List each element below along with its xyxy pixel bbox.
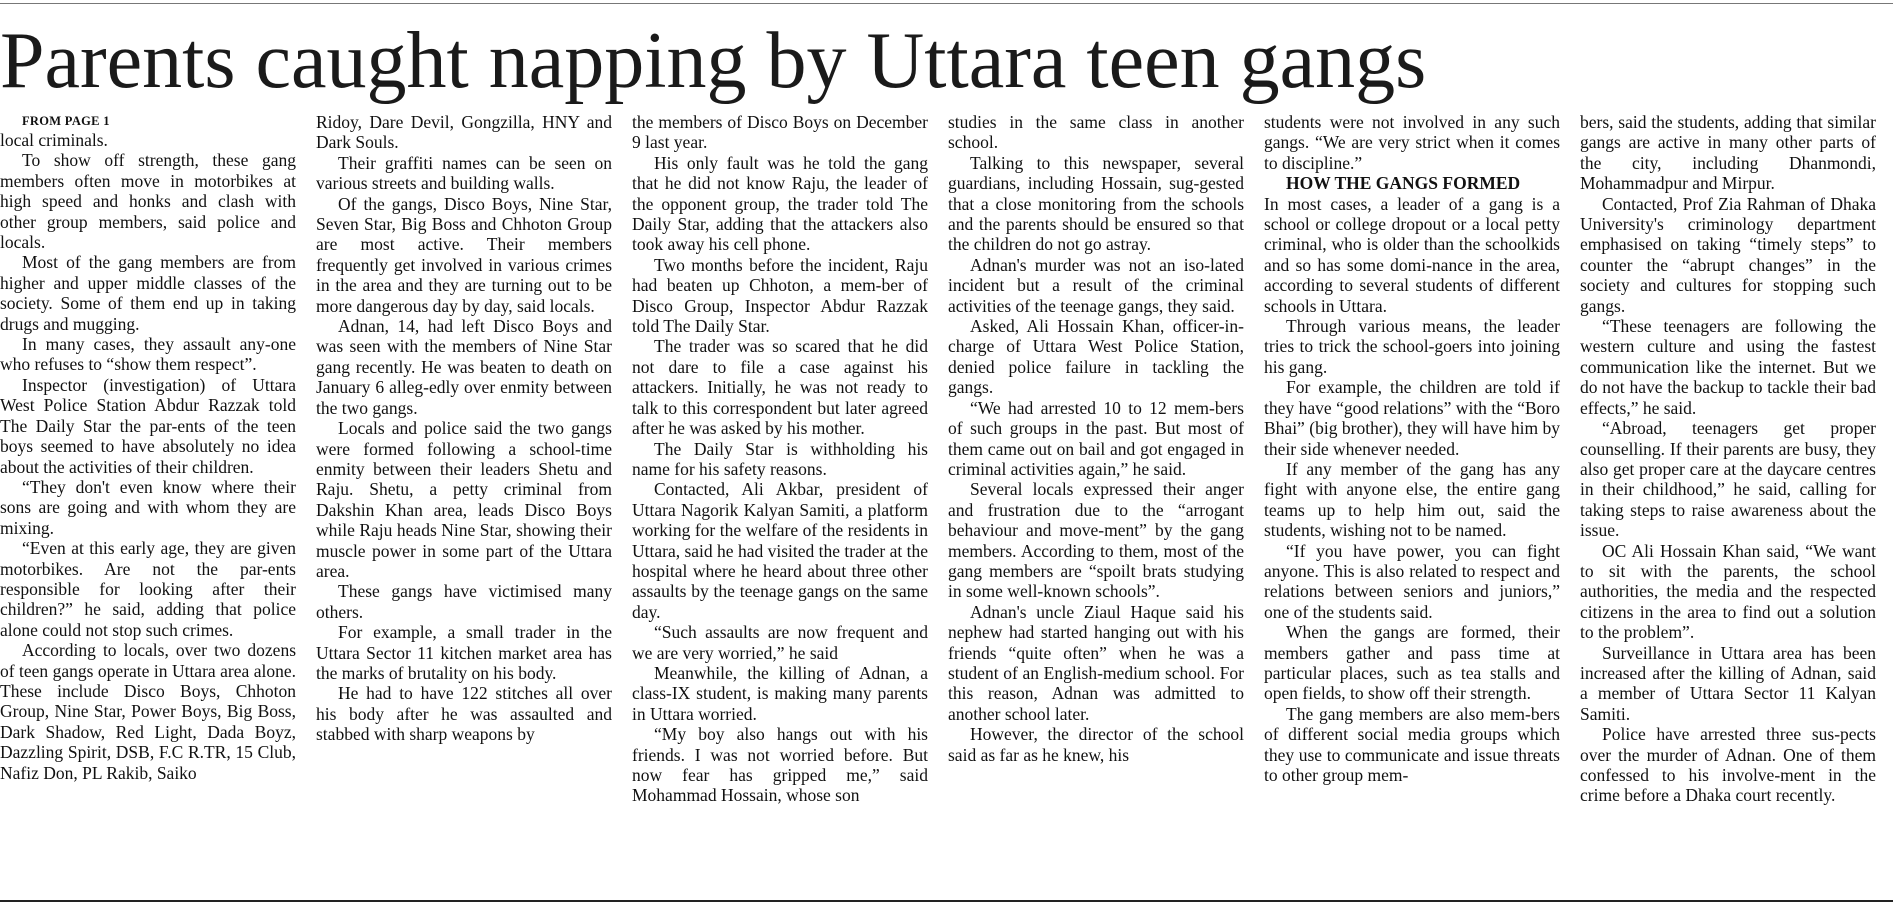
article-paragraph: The Daily Star is withholding his name for his safety reasons. xyxy=(632,438,928,479)
article-paragraph: Talking to this newspaper, several guardians, including Hossain, sug-gested that a close monitoring from the schools and the parents should be ensured so that the children do not go astray. xyxy=(948,152,1244,255)
article-paragraph: Inspector (investigation) of Uttara West Police Station Abdur Razzak told The Daily Star the par-ents of the teen boys seemed to have absolutely no idea about the activities of their children. xyxy=(0,374,296,477)
article-column-1 xyxy=(0,112,296,897)
article-paragraph: the members of Disco Boys on December 9 last year. xyxy=(632,112,928,153)
article-paragraph: Locals and police said the two gangs were formed following a school-time enmity between their leaders Shetu and Raju. Shetu, a petty criminal from Dakshin Khan area, leads Disco Boys while Raju heads Nine Star, showing their muscle power in some part of the Uttara area. xyxy=(316,418,612,581)
article-paragraph: If any member of the gang has any fight with anyone else, the entire gang teams up to help him out, said the students, wishing not to be named. xyxy=(1264,458,1560,541)
article-paragraph: Of the gangs, Disco Boys, Nine Star, Seven Star, Big Boss and Chhoton Group are most active. Their members frequently get involved in various crimes in the area and they are turning out to be more dangerous day by day, said locals. xyxy=(316,193,612,316)
article-paragraph: studies in the same class in another school. xyxy=(948,112,1244,153)
article-paragraph: Asked, Ali Hossain Khan, officer-in-charge of Uttara West Police Station, denied police failure in tackling the gangs. xyxy=(948,316,1244,398)
article-column-6 xyxy=(1580,112,1876,897)
article-column-5 xyxy=(1264,112,1560,897)
article-paragraph: Adnan, 14, had left Disco Boys and was seen with the members of Nine Star gang recently. He was beaten to death on January 6 alleg-edly over enmity between the two gangs. xyxy=(316,316,612,418)
article-paragraph: OC Ali Hossain Khan said, “We want to sit with the parents, the school authorities, the media and the respected citizens in the area to find out a solution to the problem”. xyxy=(1580,540,1876,643)
article-paragraph: Adnan's uncle Ziaul Haque said his nephew had started hanging out with his friends “quite often” when he was a student of an English-medium school. For this reason, Adnan was admitted to another school later. xyxy=(948,601,1244,724)
top-rule xyxy=(0,3,1893,4)
article-paragraph: “We had arrested 10 to 12 mem-bers of such groups in the past. But most of them came out on bail and got engaged in criminal activities again,” he said. xyxy=(948,397,1244,479)
article-paragraph: Police have arrested three sus-pects over the murder of Adnan. One of them confessed to his involve-ment in the crime before a Dhaka court recently. xyxy=(1580,724,1876,806)
article-paragraph: local criminals. xyxy=(0,130,108,150)
article-paragraph: bers, said the students, adding that similar gangs are active in many other parts of the city, including Dhanmondi, Mohammadpur and Mirpur. xyxy=(1580,112,1876,194)
article-paragraph: Contacted, Ali Akbar, president of Uttara Nagorik Kalyan Samiti, a platform working for the welfare of the residents in Uttara, said he had visited the trader at the hospital where he heard about three other assaults by the teenage gangs on the same day. xyxy=(632,479,928,622)
article-column-3 xyxy=(632,112,928,897)
article-paragraph: students were not involved in any such gangs. “We are very strict when it comes to discipline.” xyxy=(1264,112,1560,173)
article-paragraph: Meanwhile, the killing of Adnan, a class-IX student, is making many parents in Uttara worried. xyxy=(632,662,928,724)
article-paragraph: He had to have 122 stitches all over his body after he was assaulted and stabbed with sharp weapons by xyxy=(316,683,612,745)
article-paragraph: In most cases, a leader of a gang is a school or college dropout or a local petty criminal, who is older than the schoolkids and so has some domi-nance in the area, according to several students of different schools in Uttara. xyxy=(1264,193,1560,316)
article-paragraph: Through various means, the leader tries to trick the school-goers into joining his gang. xyxy=(1264,316,1560,377)
article-paragraph: “These teenagers are following the western culture and using the fastest communication like the internet. But we do not have the backup to tackle their bad effects,” he said. xyxy=(1580,316,1876,418)
article-paragraph: Contacted, Prof Zia Rahman of Dhaka University's criminology department emphasised on taking “timely steps” to counter the “abrupt changes” in the society and cultures for stopping such gangs. xyxy=(1580,193,1876,316)
article-paragraph: According to locals, over two dozens of teen gangs operate in Uttara area alone. These include Disco Boys, Chhoton Group, Nine Star, Power Boys, Big Boss, Dark Shadow, Red Light, Dada Boyz, Dazzling Spirit, DSB, F.C R.TR, 15 Club, Nafiz Don, PL Rakib, Saiko xyxy=(0,640,296,783)
article-paragraph: Their graffiti names can be seen on various streets and building walls. xyxy=(316,152,612,194)
article-paragraph: “My boy also hangs out with his friends. I was not worried before. But now fear has gripped me,” said Mohammad Hossain, whose son xyxy=(632,724,928,806)
section-subhead: HOW THE GANGS FORMED xyxy=(1286,173,1521,194)
article-paragraph: “Such assaults are now frequent and we are very worried,” he said xyxy=(632,622,928,663)
article-paragraph: Two months before the incident, Raju had beaten up Chhoton, a mem-ber of Disco Group, Inspector Abdur Razzak told The Daily Star. xyxy=(632,254,928,337)
article-paragraph: Ridoy, Dare Devil, Gongzilla, HNY and Dark Souls. xyxy=(316,112,612,153)
article-paragraph: In many cases, they assault any-one who refuses to “show them respect”. xyxy=(0,334,296,375)
article-paragraph: “They don't even know where their sons are going and with whom they are mixing. xyxy=(0,476,296,538)
article-paragraph: For example, a small trader in the Uttara Sector 11 kitchen market area has the marks of brutality on his body. xyxy=(316,622,612,683)
article-column-4 xyxy=(948,112,1244,897)
article-paragraph: Surveillance in Uttara area has been increased after the killing of Adnan, said a member of Uttara Sector 11 Kalyan Samiti. xyxy=(1580,642,1876,724)
article-paragraph: Adnan's murder was not an iso-lated incident but a result of the criminal activities of the teenage gangs, they said. xyxy=(948,254,1244,316)
article-paragraph: However, the director of the school said as far as he knew, his xyxy=(948,724,1244,765)
article-paragraph: When the gangs are formed, their members gather and pass time at particular places, such as tea stalls and open fields, to show off their strength. xyxy=(1264,622,1560,704)
article-paragraph: These gangs have victimised many others. xyxy=(316,581,612,622)
article-paragraph: For example, the children are told if they have “good relations” with the “Boro Bhai” (big brother), they will have him by their side whenever needed. xyxy=(1264,377,1560,459)
article-paragraph: The gang members are also mem-bers of different social media groups which they use to communicate and issue threats to other group mem- xyxy=(1264,703,1560,785)
bottom-rule xyxy=(0,900,1893,902)
article-column-2 xyxy=(316,112,612,897)
kicker: FROM PAGE 1 xyxy=(22,114,110,128)
article-paragraph: The trader was so scared that he did not dare to file a case against his attackers. Initially, he was not ready to talk to this correspondent but later agreed after he was asked by his mother. xyxy=(632,336,928,439)
article-paragraph: His only fault was he told the gang that he did not know Raju, the leader of the opponent group, the trader told The Daily Star, adding that the attackers also took away his cell phone. xyxy=(632,152,928,255)
article-paragraph: “Even at this early age, they are given motorbikes. Are not the par-ents responsible for looking after their children?” he said, adding that police alone could not stop such crimes. xyxy=(0,538,296,640)
article-paragraph: Most of the gang members are from higher and upper middle classes of the society. Some of them end up in taking drugs and mugging. xyxy=(0,252,296,334)
headline: Parents caught napping by Uttara teen gangs xyxy=(0,17,1427,105)
article-paragraph: “Abroad, teenagers get proper counselling. If their parents are busy, they also get proper care at the daycare centres in their childhood,” he said, calling for taking steps to raise awareness about the issue. xyxy=(1580,418,1876,541)
article-paragraph: To show off strength, these gang members often move in motorbikes at high speed and honks and clash with other group members, said police and locals. xyxy=(0,150,296,253)
article-paragraph: Several locals expressed their anger and frustration due to the “arrogant behaviour and move-ment” by the gang members. According to them, most of the gang members are “spoilt brats studying in some well-known schools”. xyxy=(948,479,1244,602)
article-paragraph: “If you have power, you can fight anyone. This is also related to respect and relations between seniors and juniors,” one of the students said. xyxy=(1264,540,1560,622)
